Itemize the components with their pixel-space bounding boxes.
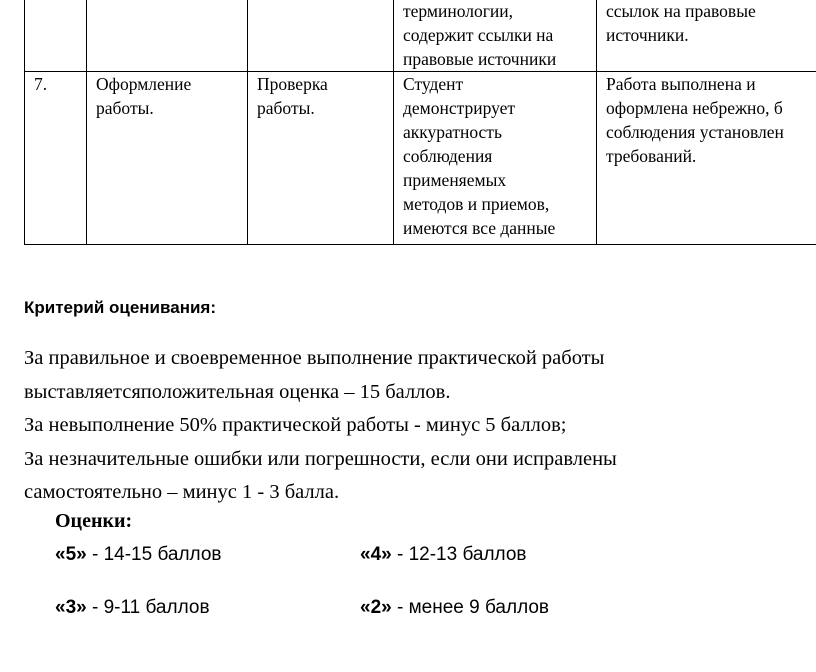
grade-5 bbox=[55, 544, 222, 566]
grade-3 bbox=[55, 597, 210, 619]
criterion-text bbox=[24, 342, 814, 510]
cell-line: ссылок на правовые bbox=[606, 1, 756, 21]
cell-line: требований. bbox=[606, 146, 697, 166]
table-cell-method bbox=[248, 72, 394, 245]
cell-line: содержит ссылки на bbox=[403, 25, 554, 45]
cell-line: применяемых bbox=[403, 170, 507, 190]
cell-line: Проверка bbox=[257, 74, 328, 94]
cell-line: источники. bbox=[606, 25, 689, 45]
table-cell-number bbox=[25, 0, 87, 72]
table-cell-stage bbox=[87, 0, 248, 72]
cell-line: соблюдения установлен bbox=[606, 122, 784, 142]
table-cell-stage bbox=[87, 72, 248, 245]
table-cell-positive bbox=[394, 0, 597, 72]
table-row bbox=[25, 72, 816, 245]
grade-mark: «5» bbox=[55, 544, 87, 565]
table-cell-positive bbox=[394, 72, 597, 245]
grade-range: - 14-15 баллов bbox=[86, 544, 222, 565]
table-cell-number bbox=[25, 72, 87, 245]
cell-line: оформлена небрежно, б bbox=[606, 98, 783, 118]
cell-line: правовые источники bbox=[403, 49, 557, 69]
cell-line: аккуратность bbox=[403, 122, 502, 142]
cell-line: имеются все данные bbox=[403, 218, 556, 238]
cell-line: работы. bbox=[257, 98, 315, 118]
table-cell-negative bbox=[597, 72, 816, 245]
criterion-line: За правильное и своевременное выполнение практической работы bbox=[24, 347, 605, 369]
table-row bbox=[25, 0, 816, 72]
cell-line: соблюдения bbox=[403, 146, 493, 166]
criterion-heading: Критерий оценивания: bbox=[24, 298, 216, 317]
table-cell-negative bbox=[597, 0, 816, 72]
cell-line: методов и приемов, bbox=[403, 194, 550, 214]
cell-line: Оформление bbox=[96, 74, 192, 94]
criterion-line: выставляетсяположительная оценка – 15 баллов. bbox=[24, 380, 451, 403]
grades-title: Оценки: bbox=[55, 510, 133, 532]
cell-line: работы. bbox=[96, 98, 154, 118]
grade-range: - менее 9 баллов bbox=[391, 597, 550, 618]
grade-range: - 12-13 баллов bbox=[391, 544, 527, 565]
grade-mark: «2» bbox=[360, 597, 392, 618]
grade-mark: «4» bbox=[360, 544, 392, 565]
grade-4 bbox=[360, 544, 527, 566]
grade-2 bbox=[360, 597, 549, 619]
criterion-line: За незначительные ошибки или погрешности, если они исправлены bbox=[24, 447, 617, 470]
rubric-table bbox=[24, 0, 816, 245]
criterion-line: самостоятельно – минус 1 - 3 балла. bbox=[24, 481, 340, 503]
criterion-line: За невыполнение 50% практической работы - минус 5 баллов; bbox=[24, 414, 567, 436]
cell-line: Студент bbox=[403, 74, 464, 94]
cell-line: 7. bbox=[34, 74, 48, 94]
grade-mark: «3» bbox=[55, 597, 87, 618]
cell-line: демонстрирует bbox=[403, 98, 516, 118]
cell-line: Работа выполнена и bbox=[606, 74, 756, 94]
cell-line: терминологии, bbox=[403, 1, 513, 21]
table-cell-method bbox=[248, 0, 394, 72]
grade-range: - 9-11 баллов bbox=[86, 597, 210, 618]
